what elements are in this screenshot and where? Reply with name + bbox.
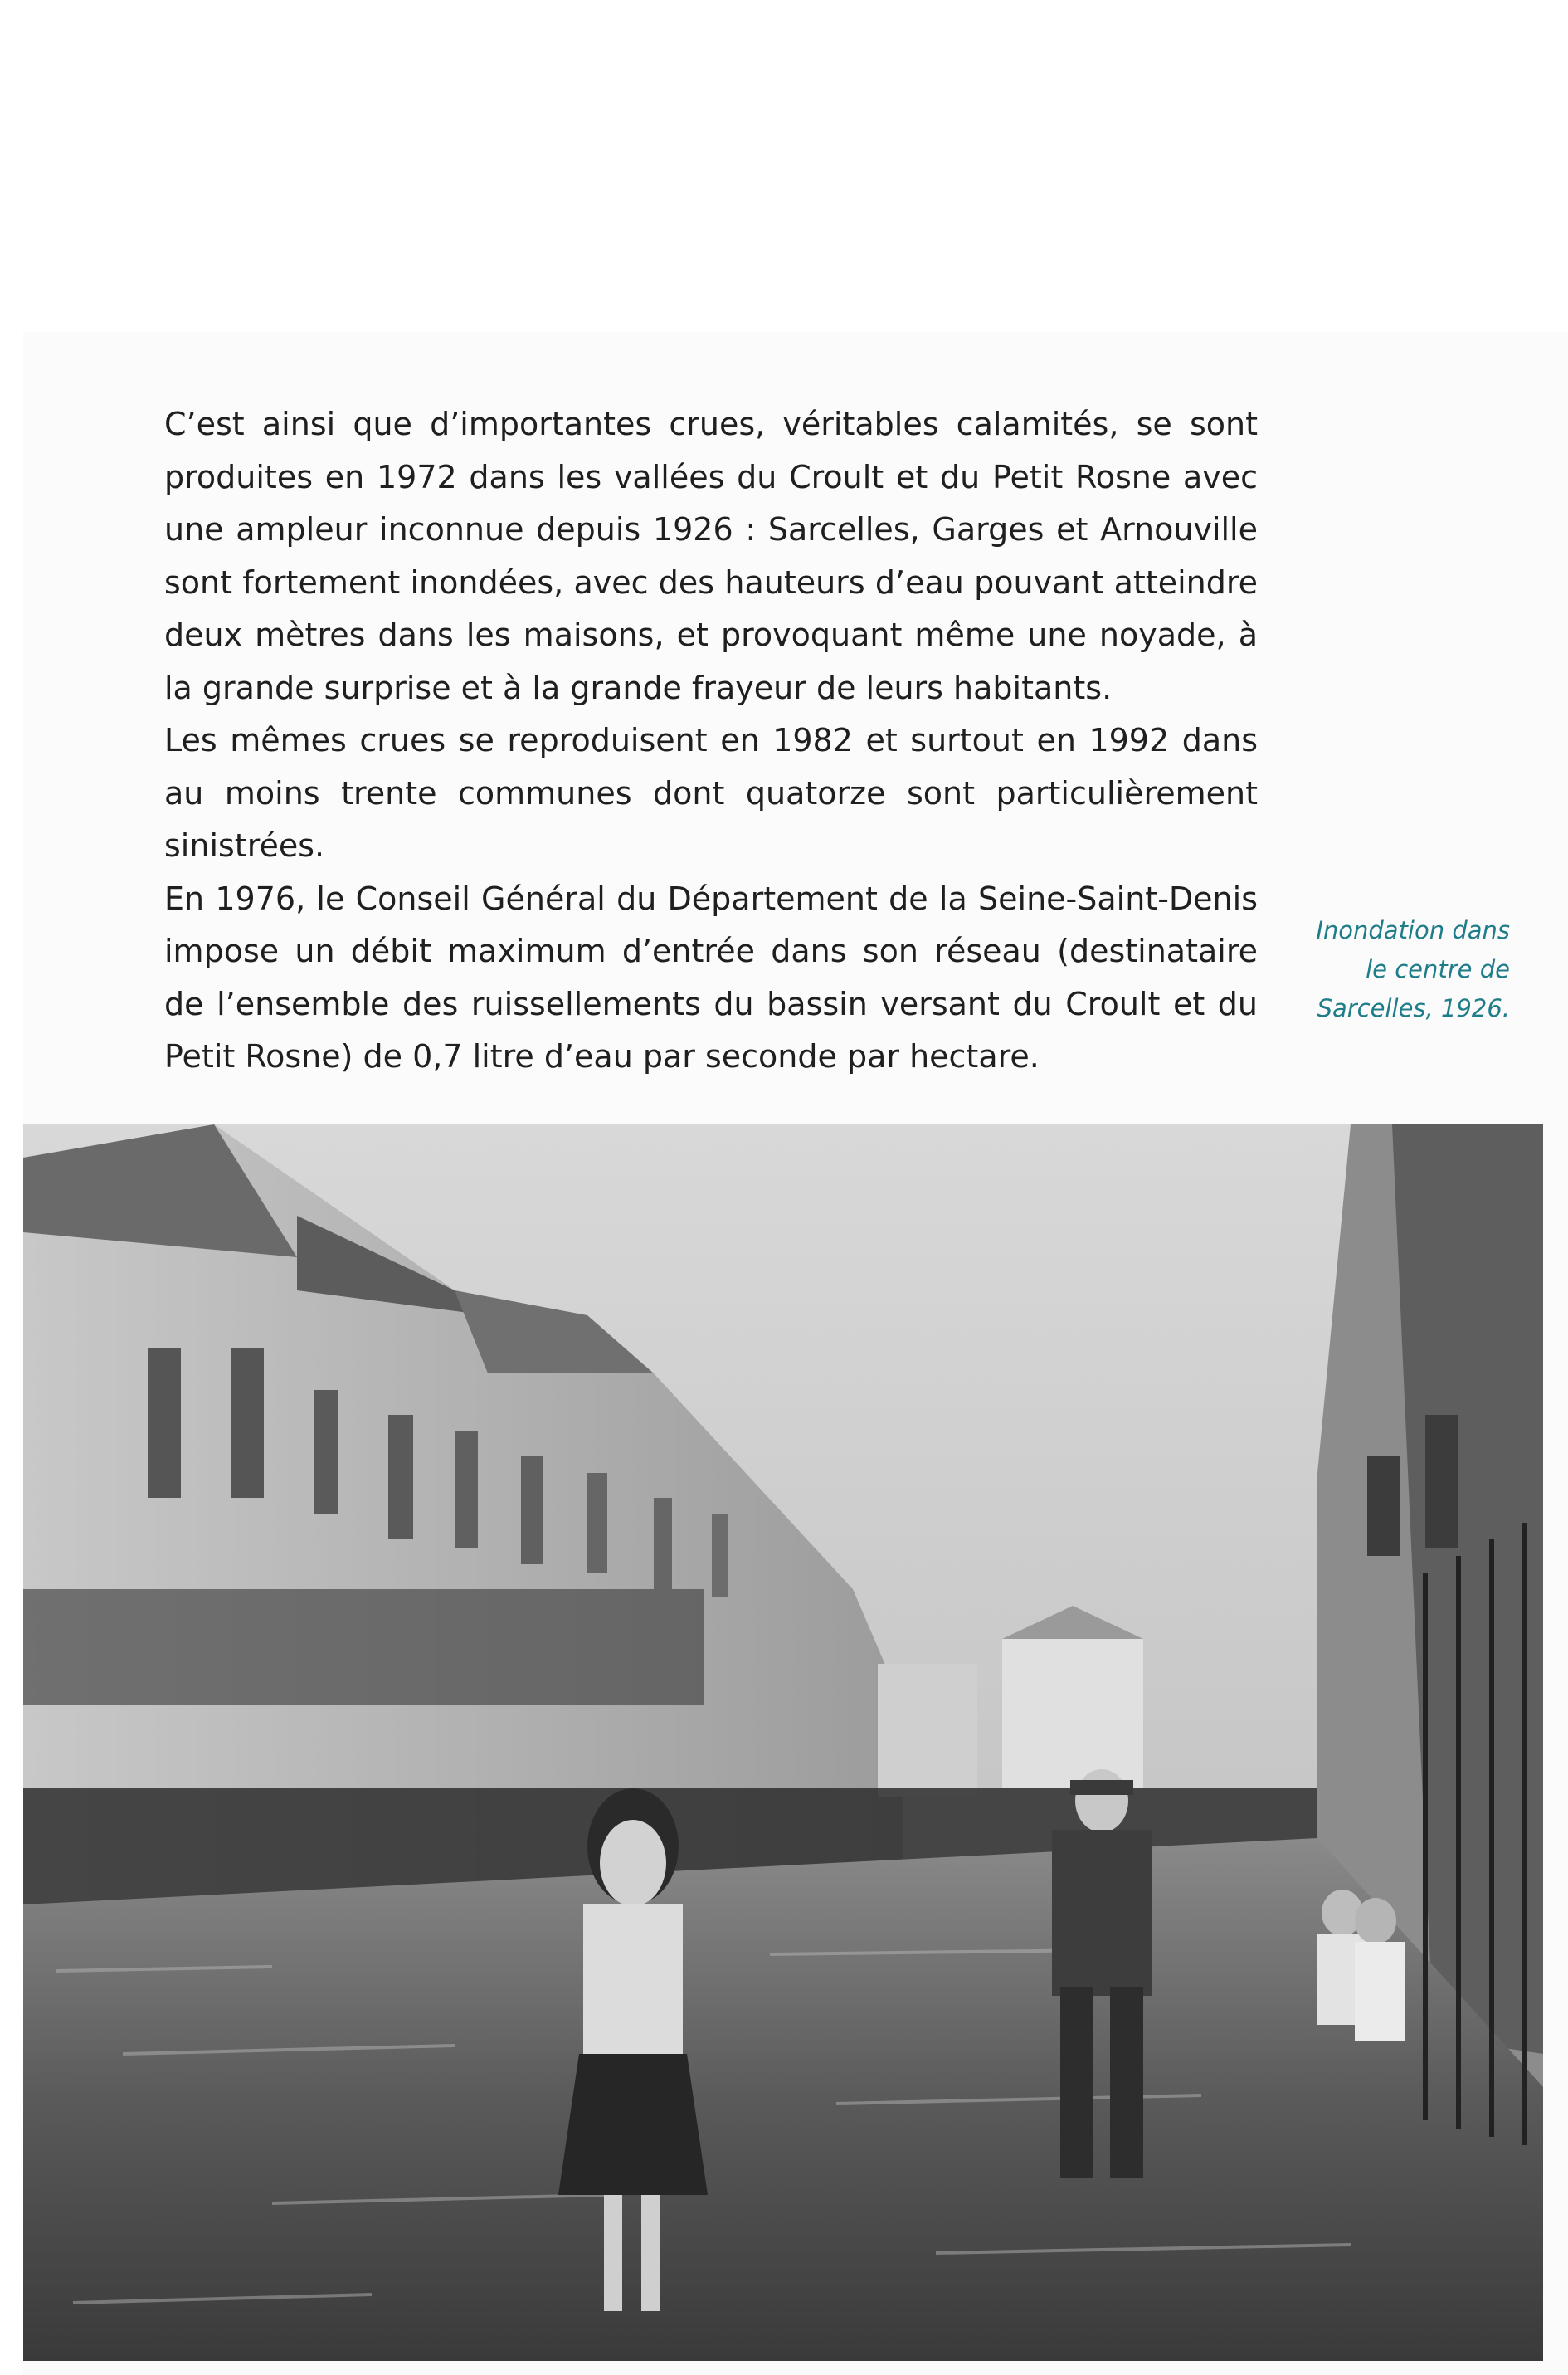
paragraph-2: Les mêmes crues se reproduisent en 1982 et surtout en 1992 dans au moins trente communes dont quatorze sont particulièrement sinistrées. [164,722,1258,864]
photo-caption [1286,911,1510,1028]
paragraph-3: En 1976, le Conseil Général du Département de la Seine-Saint-Denis impose un débit maximum d’entrée dans son réseau (destinataire de l’ensemble des ruissellements du bassin versant du Croult et du Petit Rosne) de 0,7 litre d’eau par seconde par hectare. [164,880,1258,1075]
caption-line: Sarcelles, 1926. [1317,994,1510,1022]
flood-photograph [23,1124,1543,2361]
paragraph-1: C’est ainsi que d’importantes crues, véritables calamités, se sont produites en 1972 dans les vallées du Croult et du Petit Rosne avec une ampleur inconnue depuis 1926 : Sarcelles, Garges et Arnouville sont fortement inondées, avec des hauteurs d’eau pouvant atteindre deux mètres dans les maisons, et provoquant même une noyade, à la grande surprise et à la grande frayeur de leurs habitants. [164,406,1258,706]
body-text [164,398,1258,1084]
caption-line: le centre de [1366,955,1510,983]
flood-photograph-image [23,1124,1543,2361]
caption-line: Inondation dans [1316,916,1510,944]
